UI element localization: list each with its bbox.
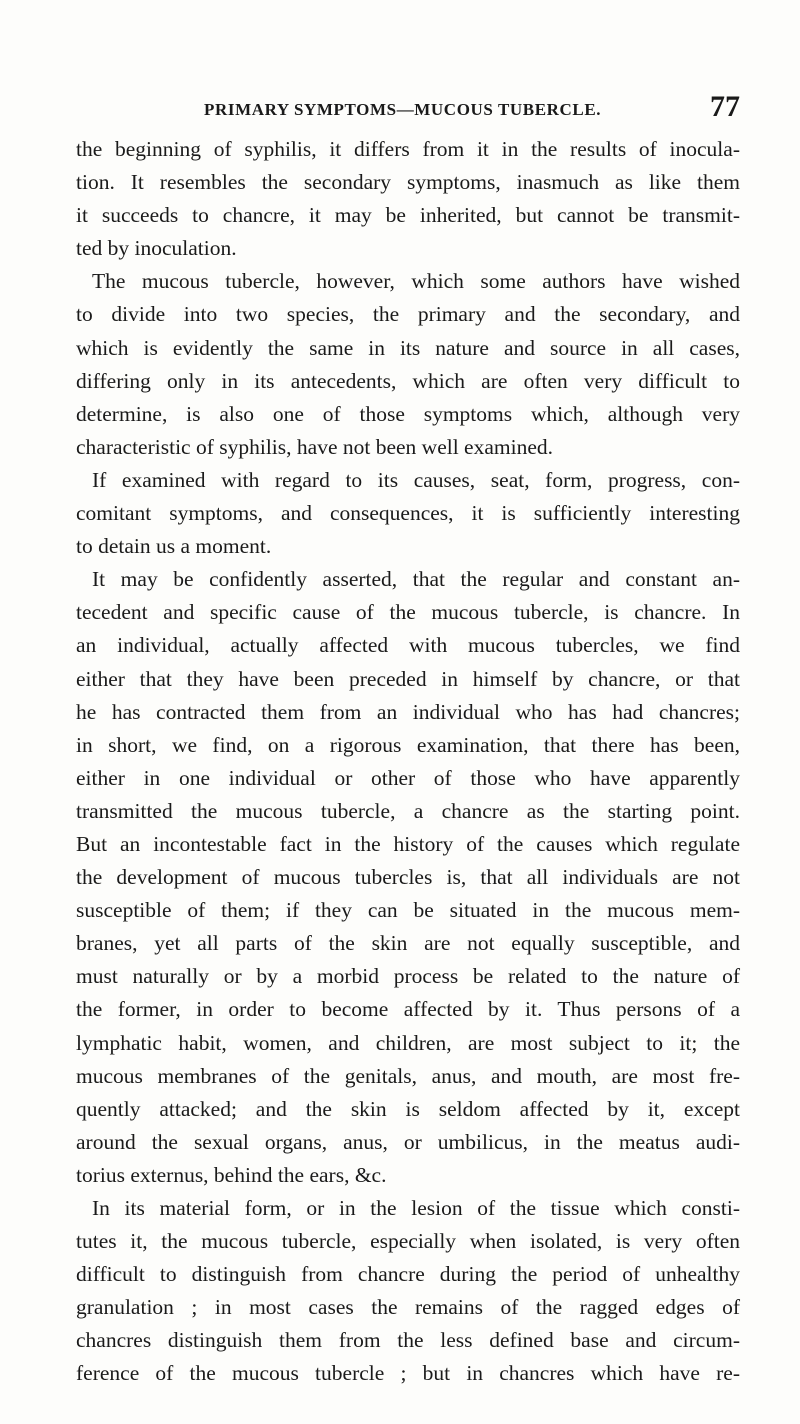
text-line: it succeeds to chancre, it may be inherited, but cannot be transmit-: [76, 203, 740, 228]
text-line: he has contracted them from an individual who has had chancres;: [76, 699, 740, 724]
paragraph: [76, 265, 740, 464]
text-line: an individual, actually affected with mucous tubercles, we find: [76, 633, 740, 658]
text-line: lymphatic habit, women, and children, are most subject to it; the: [76, 1030, 740, 1055]
text-line: quently attacked; and the skin is seldom affected by it, except: [76, 1096, 740, 1121]
text-line: comitant symptoms, and consequences, it is sufficiently interesting: [76, 501, 740, 526]
text-line: tion. It resembles the secondary symptoms, inasmuch as like them: [76, 170, 740, 195]
text-line: differing only in its antecedents, which are often very difficult to: [76, 368, 740, 393]
paragraph: [76, 133, 740, 265]
text-line: If examined with regard to its causes, seat, form, progress, con-: [92, 467, 740, 492]
text-line: which is evidently the same in its nature and source in all cases,: [76, 335, 740, 360]
text-line: But an incontestable fact in the history of the causes which regulate: [76, 831, 740, 856]
text-line: ted by inoculation.: [76, 236, 237, 261]
text-line: the former, in order to become affected by it. Thus persons of a: [76, 997, 740, 1022]
text-line: determine, is also one of those symptoms which, although very: [76, 401, 740, 426]
text-line: characteristic of syphilis, have not been well examined.: [76, 434, 554, 459]
text-line: torius externus, behind the ears, &c.: [76, 1162, 387, 1187]
text-line: tecedent and specific cause of the mucous tubercle, is chancre. In: [76, 600, 740, 625]
text-line: to divide into two species, the primary and the secondary, and: [76, 302, 740, 327]
text-line: mucous membranes of the genitals, anus, and mouth, are most fre-: [76, 1063, 740, 1088]
running-head: [120, 90, 740, 126]
text-line: the beginning of syphilis, it differs from it in the results of inocula-: [76, 137, 740, 161]
text-line: either in one individual or other of those who have apparently: [76, 765, 740, 790]
text-line: either that they have been preceded in himself by chancre, or that: [76, 666, 740, 691]
text-line: ference of the mucous tubercle ; but in chancres which have re-: [76, 1361, 740, 1386]
text-line: transmitted the mucous tubercle, a chancre as the starting point.: [76, 798, 740, 823]
paragraph: [76, 1192, 740, 1391]
text-line: branes, yet all parts of the skin are not equally susceptible, and: [76, 931, 740, 956]
paragraph: [76, 464, 740, 563]
text-line: In its material form, or in the lesion of the tissue which consti-: [92, 1196, 740, 1220]
running-title: PRIMARY SYMPTOMS—MUCOUS TUBERCLE.: [204, 100, 602, 119]
text-line: It may be confidently asserted, that the regular and constant an-: [92, 567, 740, 592]
text-line: chancres distinguish them from the less defined base and circum-: [76, 1328, 740, 1353]
text-line: the development of mucous tubercles is, that all individuals are not: [76, 865, 740, 890]
text-line: granulation ; in most cases the remains of the ragged edges of: [76, 1295, 740, 1320]
text-line: tutes it, the mucous tubercle, especially when isolated, is very often: [76, 1229, 740, 1254]
text-line: The mucous tubercle, however, which some authors have wished: [92, 269, 740, 294]
paragraph: [76, 563, 740, 1192]
text-line: must naturally or by a morbid process be related to the nature of: [76, 964, 740, 989]
text-line: susceptible of them; if they can be situated in the mucous mem-: [76, 898, 740, 923]
text-line: in short, we find, on a rigorous examination, that there has been,: [76, 732, 740, 757]
text-line: to detain us a moment.: [76, 534, 272, 559]
page-number: 77: [710, 90, 740, 123]
body-text: [76, 133, 740, 1391]
text-line: difficult to distinguish from chancre during the period of unhealthy: [76, 1262, 740, 1287]
text-line: around the sexual organs, anus, or umbilicus, in the meatus audi-: [76, 1129, 740, 1154]
